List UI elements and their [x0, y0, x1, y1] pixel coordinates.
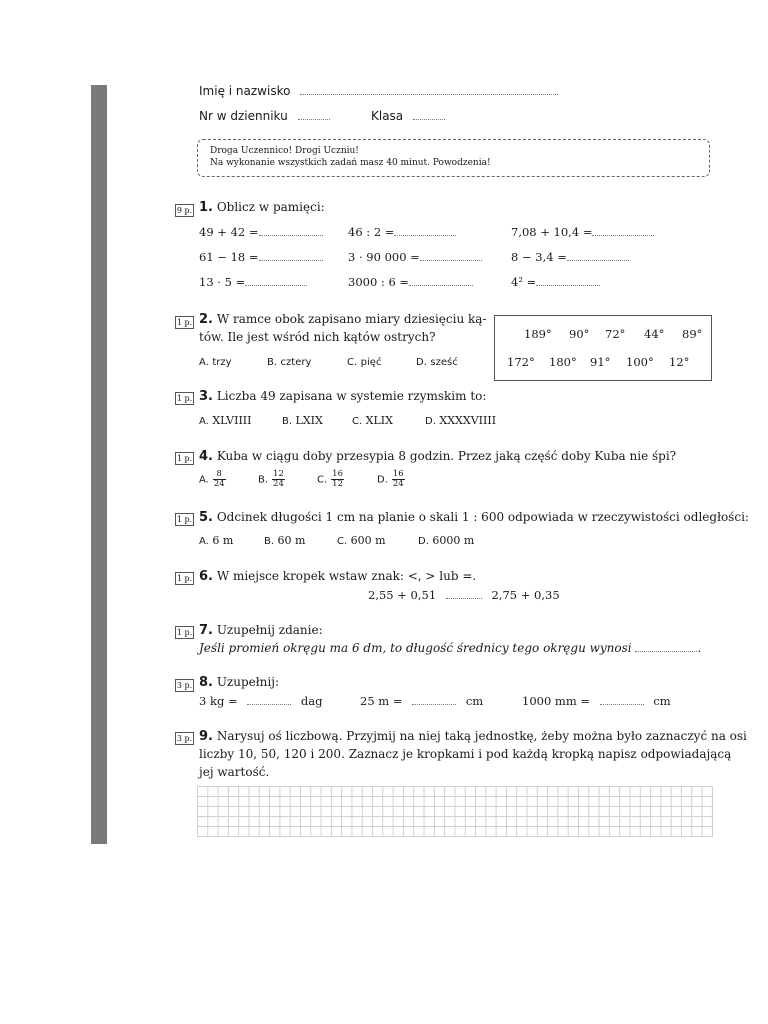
angle-value: 100° — [626, 355, 654, 369]
name-field[interactable] — [300, 93, 558, 95]
angle-value: 72° — [605, 327, 626, 341]
question-text: Odcinek długości 1 cm na planie o skali 1 : 600 odpowiada w rzeczywistości odległości: — [216, 510, 749, 524]
question-text: jej wartość. — [199, 765, 270, 779]
option-d[interactable]: D. sześć — [416, 357, 458, 368]
points-badge: 1 p. — [176, 574, 193, 583]
conversion-item: 1000 mm = cm — [522, 694, 671, 708]
question-8 — [199, 675, 279, 690]
question-text: Uzupełnij zdanie: — [216, 623, 323, 637]
angle-value: 90° — [569, 327, 590, 341]
answer-field[interactable] — [567, 259, 629, 261]
option-a[interactable]: A. XLVIIII — [199, 414, 252, 427]
points-badge: 1 p. — [176, 628, 193, 637]
name-label: Imię i nazwisko — [199, 84, 291, 98]
option-b[interactable]: B. LXIX — [282, 414, 323, 427]
comparison-left: 2,55 + 0,51 — [368, 588, 437, 602]
option-a[interactable]: A. trzy — [199, 357, 232, 368]
question-text: tów. Ile jest wśród nich kątów ostrych? — [199, 330, 436, 344]
question-6 — [199, 569, 476, 584]
question-7 — [199, 623, 323, 638]
option-c[interactable]: C. XLIX — [352, 414, 393, 427]
question-5 — [199, 510, 749, 525]
calc-item: 8 − 3,4 = — [511, 250, 629, 264]
question-3 — [199, 389, 486, 404]
angle-value: 91° — [590, 355, 611, 369]
option-c[interactable]: C. 600 m — [337, 534, 386, 547]
answer-field[interactable] — [259, 234, 323, 236]
answer-field[interactable] — [536, 284, 600, 286]
angles-box — [494, 315, 712, 381]
number-label: Nr w dzienniku — [199, 109, 288, 123]
question-number: 7. — [199, 623, 213, 638]
question-number: 1. — [199, 200, 213, 215]
points-badge: 9 p. — [176, 206, 193, 215]
question-number: 4. — [199, 449, 213, 464]
question-number: 8. — [199, 675, 213, 690]
question-number: 5. — [199, 510, 213, 525]
calc-item: 61 − 18 = — [199, 250, 323, 264]
number-row — [199, 109, 330, 123]
option-a[interactable]: A. 6 m — [199, 534, 234, 547]
calc-item: 7,08 + 10,4 = — [511, 225, 654, 239]
calc-item: 13 · 5 = — [199, 275, 307, 289]
conversion-item: 3 kg = dag — [199, 694, 323, 708]
instructions-box — [197, 139, 710, 177]
answer-field[interactable] — [394, 234, 456, 236]
option-b[interactable]: B. $\frac{12}{24}$ — [258, 469, 284, 489]
answer-field[interactable] — [245, 284, 307, 286]
answer-field[interactable] — [412, 703, 456, 705]
sign-field[interactable] — [446, 597, 482, 599]
answer-field[interactable] — [592, 234, 654, 236]
answer-field[interactable] — [409, 284, 473, 286]
question-text: Oblicz w pamięci: — [216, 200, 325, 214]
answer-field[interactable] — [635, 650, 697, 652]
conversion-item: 25 m = cm — [360, 694, 484, 708]
question-text: liczby 10, 50, 120 i 200. Zaznacz je kropkami i pod każdą kropką napisz odpowiadającą — [199, 747, 732, 761]
points-badge: 3 p. — [176, 681, 193, 690]
answer-field[interactable] — [259, 259, 323, 261]
option-d[interactable]: D. XXXXVIIII — [425, 414, 497, 427]
option-d[interactable]: D. 6000 m — [418, 534, 475, 547]
points-badge: 1 p. — [176, 454, 193, 463]
points-badge: 1 p. — [176, 394, 193, 403]
option-a[interactable]: A. $\frac{8}{24}$ — [199, 469, 225, 489]
option-c[interactable]: C. pięć — [347, 357, 382, 368]
comparison — [368, 588, 560, 602]
answer-field[interactable] — [600, 703, 644, 705]
question-number: 2. — [199, 312, 213, 327]
option-b[interactable]: B. 60 m — [264, 534, 306, 547]
notice-line: Na wykonanie wszystkich zadań masz 40 minut. Powodzenia! — [210, 158, 491, 168]
angle-value: 44° — [644, 327, 665, 341]
answer-field[interactable] — [247, 703, 291, 705]
question-text: Kuba w ciągu doby przesypia 8 godzin. Przez jaką część doby Kuba nie śpi? — [216, 449, 677, 463]
angle-value: 89° — [682, 327, 703, 341]
question-2 — [199, 312, 486, 327]
question-number: 3. — [199, 389, 213, 404]
points-badge: 1 p. — [176, 318, 193, 327]
question-text: W ramce obok zapisano miary dziesięciu ką- — [216, 312, 487, 326]
angle-value: 172° — [507, 355, 535, 369]
class-field[interactable] — [413, 118, 445, 120]
calc-item: 46 : 2 = — [348, 225, 456, 239]
calc-item: 4² = — [511, 275, 600, 289]
question-9 — [199, 729, 747, 744]
angle-value: 180° — [549, 355, 577, 369]
question-number: 6. — [199, 569, 213, 584]
comparison-right: 2,75 + 0,35 — [491, 588, 560, 602]
question-1 — [199, 200, 325, 215]
calc-item: 49 + 42 = — [199, 225, 323, 239]
number-field[interactable] — [298, 118, 330, 120]
drawing-grid[interactable] — [197, 786, 713, 837]
notice-line: Droga Uczennico! Drogi Uczniu! — [210, 146, 359, 156]
question-number: 9. — [199, 729, 213, 744]
calc-item: 3 · 90 000 = — [348, 250, 482, 264]
question-text: Narysuj oś liczbową. Przyjmij na niej taką jednostkę, żeby można było zaznaczyć na osi — [216, 729, 747, 743]
angle-value: 189° — [524, 327, 552, 341]
answer-field[interactable] — [420, 259, 482, 261]
left-margin-bar — [91, 85, 107, 844]
points-badge: 1 p. — [176, 515, 193, 524]
option-b[interactable]: B. cztery — [267, 357, 312, 368]
class-row — [371, 109, 445, 123]
class-label: Klasa — [371, 109, 404, 123]
sentence-to-complete: Jeśli promień okręgu ma 6 dm, to długość średnicy tego okręgu wynosi . — [199, 641, 702, 655]
question-text: W miejsce kropek wstaw znak: <, > lub =. — [216, 569, 477, 583]
points-badge: 3 p. — [176, 734, 193, 743]
question-text: Liczba 49 zapisana w systemie rzymskim to: — [216, 389, 487, 403]
calc-item: 3000 : 6 = — [348, 275, 473, 289]
question-4 — [199, 449, 676, 464]
angle-value: 12° — [669, 355, 690, 369]
option-c[interactable]: C. $\frac{16}{12}$ — [317, 469, 343, 489]
question-text: Uzupełnij: — [216, 675, 279, 689]
option-d[interactable]: D. $\frac{16}{24}$ — [377, 469, 404, 489]
name-row — [199, 84, 558, 98]
